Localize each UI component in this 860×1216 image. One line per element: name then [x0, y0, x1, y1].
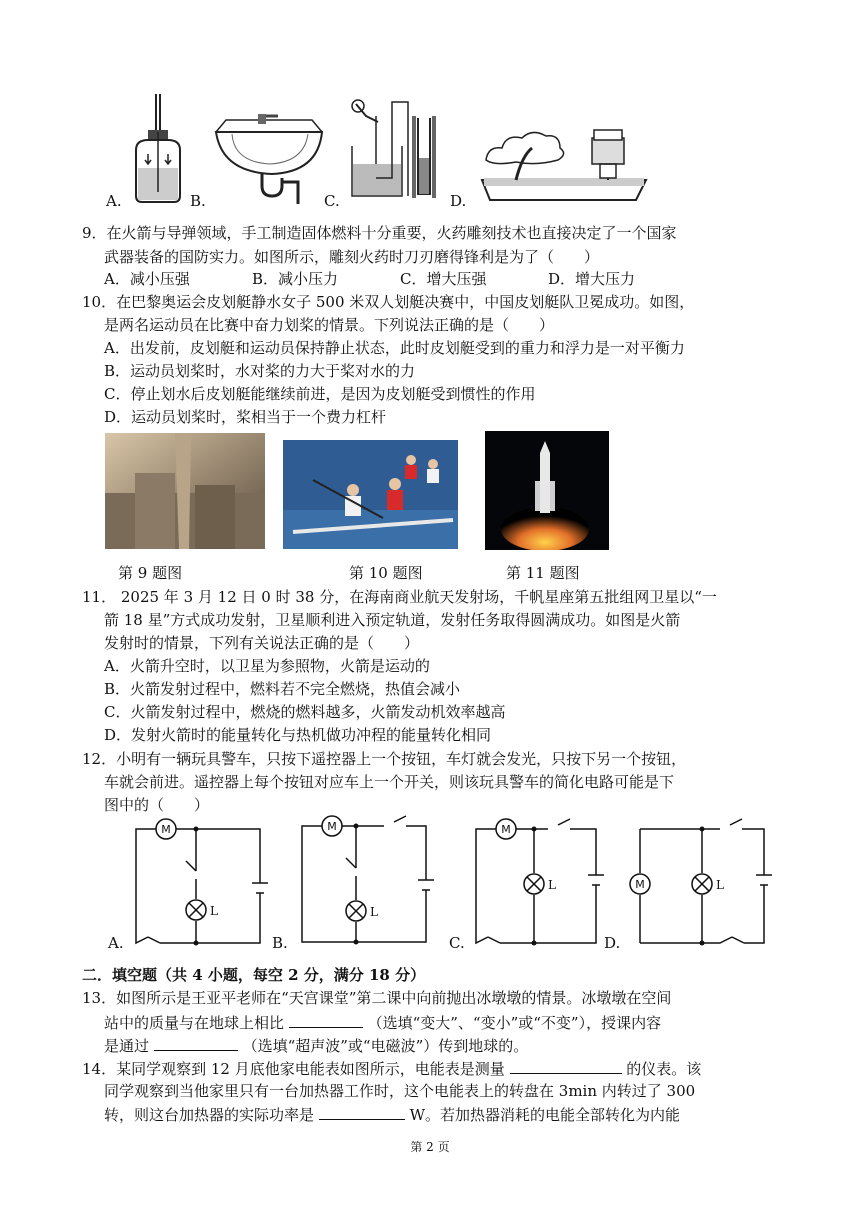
q13-line1: 13．如图所示是王亚平老师在“天宫课堂”第二课中向前抛出冰墩墩的情景。冰墩墩在空间 [82, 989, 672, 1007]
q10-option-a: A．出发前，皮划艇和运动员保持静止状态，此时皮划艇受到的重力和浮力是一对平衡力 [104, 339, 685, 357]
circuit-c-lamp: L [548, 878, 556, 892]
q13-line2-text-b: （选填“变大”、“变小”或“不变”），授课内容 [367, 1014, 662, 1032]
figure-label-a: A. [106, 192, 122, 210]
circuit-d-motor: M [635, 878, 645, 891]
q11-option-d: D．发射火箭时的能量转化与热机做功冲程的能量转化相同 [104, 726, 492, 744]
q11-photo-rocket [485, 431, 609, 550]
q10-option-d: D．运动员划桨时，桨相当于一个费力杠杆 [104, 408, 387, 426]
circuit-label-b: B. [272, 934, 288, 952]
circuit-d-lamp: L [716, 878, 724, 892]
figure-label-d: D. [450, 192, 467, 210]
q11-line1: 11． 2025 年 3 月 12 日 0 时 38 分，在海南商业航天发射场，千帆星座第五批组网卫星以“一 [82, 588, 717, 606]
q14-line3 [104, 1103, 680, 1126]
q14-line2: 同学观察到当他家里只有一台加热器工作时，这个电能表上的转盘在 3min 内转过了 300 [104, 1082, 696, 1100]
circuit-label-c: C. [449, 934, 465, 952]
circuit-d [624, 815, 774, 950]
q11-option-c: C．火箭发射过程中，燃烧的燃料越多，火箭发动机效率越高 [104, 703, 506, 721]
q13-line3-text-b: （选填“超声波”或“电磁波”）传到地球的。 [242, 1037, 529, 1055]
q13-line3 [104, 1034, 528, 1057]
q11-option-a: A．火箭升空时，以卫星为参照物，火箭是运动的 [104, 657, 430, 675]
q13-blank-2[interactable] [154, 1034, 238, 1051]
q9-option-d: D．增大压力 [548, 270, 636, 288]
q13-line2 [104, 1011, 661, 1034]
caption-q9: 第 9 题图 [118, 564, 183, 582]
q10-option-b: B．运动员划桨时，水对桨的力大于桨对水的力 [104, 362, 416, 380]
circuit-c [470, 815, 610, 950]
section2-title: 二．填空题（共 4 小题，每空 2 分，满分 18 分） [82, 966, 426, 984]
page-number: 第 2 页 [410, 1140, 450, 1154]
figure-label-c: C. [324, 192, 340, 210]
caption-q10: 第 10 题图 [349, 564, 423, 582]
circuit-c-motor: M [501, 823, 511, 836]
q10-option-c: C．停止划水后皮划艇能继续前进，是因为皮划艇受到惯性的作用 [104, 385, 536, 403]
q9-line1: 9．在火箭与导弹领域，手工制造固体燃料十分重要，火药雕刻技术也直接决定了一个国家 [82, 224, 677, 242]
q12-line3: 图中的（ ） [104, 796, 210, 814]
caption-q11: 第 11 题图 [506, 564, 580, 582]
q13-line2-text-a: 站中的质量与在地球上相比 [104, 1014, 285, 1032]
figure-d-bonsai [476, 126, 651, 206]
circuit-label-a: A. [108, 934, 124, 952]
q14-line3-text-a: 转，则这台加热器的实际功率是 [104, 1106, 315, 1124]
q11-option-b: B．火箭发射过程中，燃料若不完全燃烧，热值会减小 [104, 680, 461, 698]
q14-blank-2[interactable] [319, 1103, 405, 1120]
q9-option-b: B．减小压力 [252, 270, 339, 288]
figure-b-sink [212, 112, 327, 207]
q14-blank-1[interactable] [510, 1057, 622, 1074]
figure-c-manometer [348, 98, 448, 208]
q9-photo-carving [105, 433, 265, 549]
circuit-a [130, 815, 270, 950]
q11-line3: 发射时的情景，下列有关说法正确的是（ ） [104, 634, 420, 652]
figure-a-bottle [128, 92, 188, 204]
q12-line2: 车就会前进。遥控器上每个按钮对应车上一个开关，则该玩具警车的简化电路可能是下 [104, 773, 675, 791]
q11-line2: 箭 18 星”方式成功发射，卫星顺利进入预定轨道，发射任务取得圆满成功。如图是火箭 [104, 611, 681, 629]
q13-blank-1[interactable] [289, 1011, 363, 1028]
q14-line3-text-b: W。若加热器消耗的电能全部转化为内能 [409, 1106, 680, 1124]
circuit-b-motor: M [327, 820, 337, 833]
q9-line2: 武器装备的国防实力。如图所示，雕刻火药时刀刃磨得锋利是为了（ ） [104, 248, 600, 266]
circuit-label-d: D. [604, 934, 621, 952]
circuit-a-motor: M [161, 823, 171, 836]
q12-line1: 12．小明有一辆玩具警车，只按下遥控器上一个按钮，车灯就会发光，只按下另一个按钮， [82, 750, 687, 768]
q10-line2: 是两名运动员在比赛中奋力划桨的情景。下列说法正确的是（ ） [104, 316, 555, 334]
q14-line1-text-a: 14．某同学观察到 12 月底他家电能表如图所示，电能表是测量 [82, 1060, 505, 1078]
q9-option-c: C．增大压强 [400, 270, 487, 288]
q10-photo-canoe [283, 440, 458, 549]
circuit-b-lamp: L [370, 905, 378, 919]
figure-label-b: B. [190, 192, 206, 210]
circuit-b [296, 812, 436, 950]
q10-line1: 10．在巴黎奥运会皮划艇静水女子 500 米双人划艇决赛中，中国皮划艇队卫冕成功。如图， [82, 293, 695, 311]
q14-line1 [82, 1057, 701, 1080]
q13-line3-text-a: 是通过 [104, 1037, 150, 1055]
q14-line1-text-b: 的仪表。该 [626, 1060, 702, 1078]
circuit-a-lamp: L [210, 904, 218, 918]
q9-option-a: A．减小压强 [104, 270, 190, 288]
